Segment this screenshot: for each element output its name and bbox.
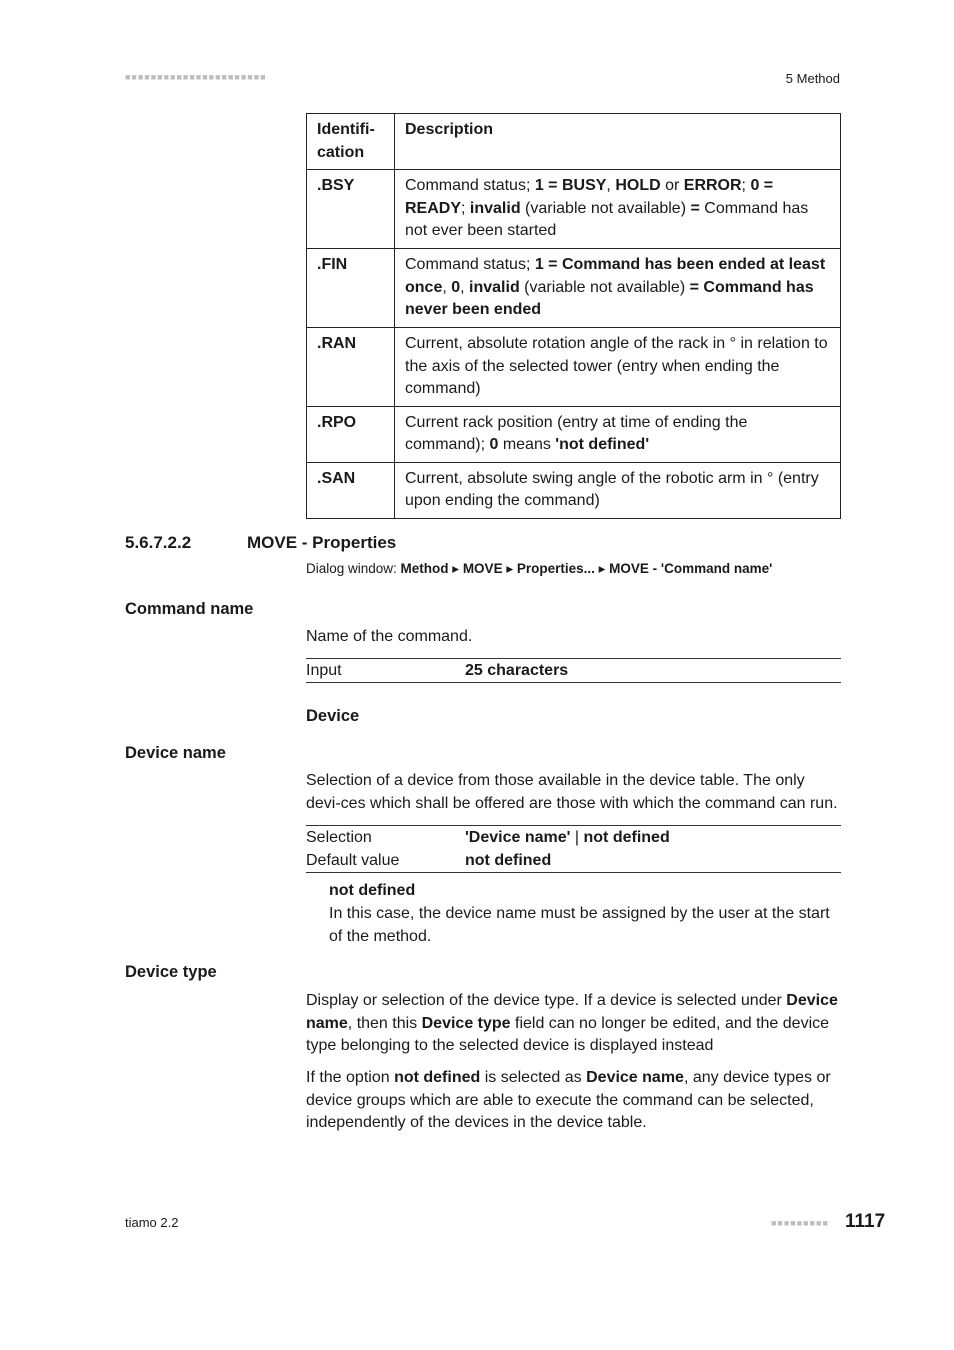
device-heading: Device [306, 707, 360, 725]
selection-option-device-name: 'Device name' [465, 829, 571, 846]
table-row [307, 406, 841, 462]
footer-product: tiamo 2.2 [125, 1215, 179, 1230]
dialog-path-label: Dialog window: [306, 561, 401, 576]
identification-table [306, 113, 841, 519]
device-type-paragraph-1: Display or selection of the device type. If a device is selected under Device name, then this Device type field can no longer be edited, and the device type belonging to the selected device is displayed instead [306, 992, 838, 1054]
command-name-label: Command name [125, 600, 254, 618]
param-value [465, 826, 670, 849]
table-row [307, 328, 841, 407]
row-id: .BSY [307, 170, 395, 249]
option-title: not defined [329, 882, 416, 899]
page-number: 1117 [845, 1211, 886, 1232]
col-description-header: Description [395, 114, 841, 170]
footer-decoration: ■■■■■■■■■ [771, 1218, 829, 1228]
table-row [307, 170, 841, 249]
param-key: Selection [306, 829, 372, 846]
command-name-params [306, 658, 841, 683]
dialog-path [306, 561, 772, 577]
selection-separator: | [570, 829, 584, 846]
table-header-row [307, 114, 841, 170]
col-identification-header: Identifi- cation [307, 114, 395, 170]
table-row [307, 249, 841, 328]
device-type-paragraph-2: If the option not defined is selected as Device name, any device types or device groups which are able to execute the command can be selected, independently of the devices in the device table. [306, 1069, 831, 1131]
header-section-title: 5 Method [785, 71, 840, 86]
row-id: .FIN [307, 249, 395, 328]
section-number: 5.6.7.2.2 [125, 533, 192, 552]
row-description: Current rack position (entry at time of ending the command); 0 means 'not defined' [395, 406, 841, 462]
option-description: In this case, the device name must be assigned by the user at the start of the method. [329, 905, 830, 945]
row-description: Current, absolute rotation angle of the rack in ° in relation to the axis of the selected tower (entry when ending the command) [395, 328, 841, 407]
table-row [307, 462, 841, 518]
dialog-path-value: Method ▸ MOVE ▸ Properties... ▸ MOVE - 'Command name' [400, 561, 773, 576]
param-key: Default value [306, 852, 400, 869]
row-id: .SAN [307, 462, 395, 518]
selection-option-not-defined: not defined [583, 829, 670, 846]
section-title: MOVE - Properties [247, 533, 397, 552]
device-name-description: Selection of a device from those available in the device table. The only devi-ces which shall be offered are those with which the command can run. [306, 772, 838, 812]
row-id: .RAN [307, 328, 395, 407]
param-value: not defined [465, 852, 552, 869]
row-description: Command status; 1 = Command has been ended at least once, 0, invalid (variable not available) = Command has never been ended [395, 249, 841, 328]
device-name-label: Device name [125, 744, 226, 762]
command-name-description: Name of the command. [306, 628, 473, 645]
row-description: Command status; 1 = BUSY, HOLD or ERROR; 0 = READY; invalid (variable not available) = Command has not ever been started [395, 170, 841, 249]
param-row-selection [306, 826, 841, 849]
param-key: Input [306, 662, 342, 679]
header-decoration: ■■■■■■■■■■■■■■■■■■■■■■ [125, 72, 267, 82]
device-name-params [306, 825, 841, 873]
row-id: .RPO [307, 406, 395, 462]
param-row-default [306, 849, 841, 872]
row-description: Current, absolute swing angle of the robotic arm in ° (entry upon ending the command) [395, 462, 841, 518]
section-heading [125, 533, 396, 553]
param-row-input [306, 659, 841, 682]
device-type-label: Device type [125, 963, 217, 981]
param-value: 25 characters [465, 662, 569, 679]
